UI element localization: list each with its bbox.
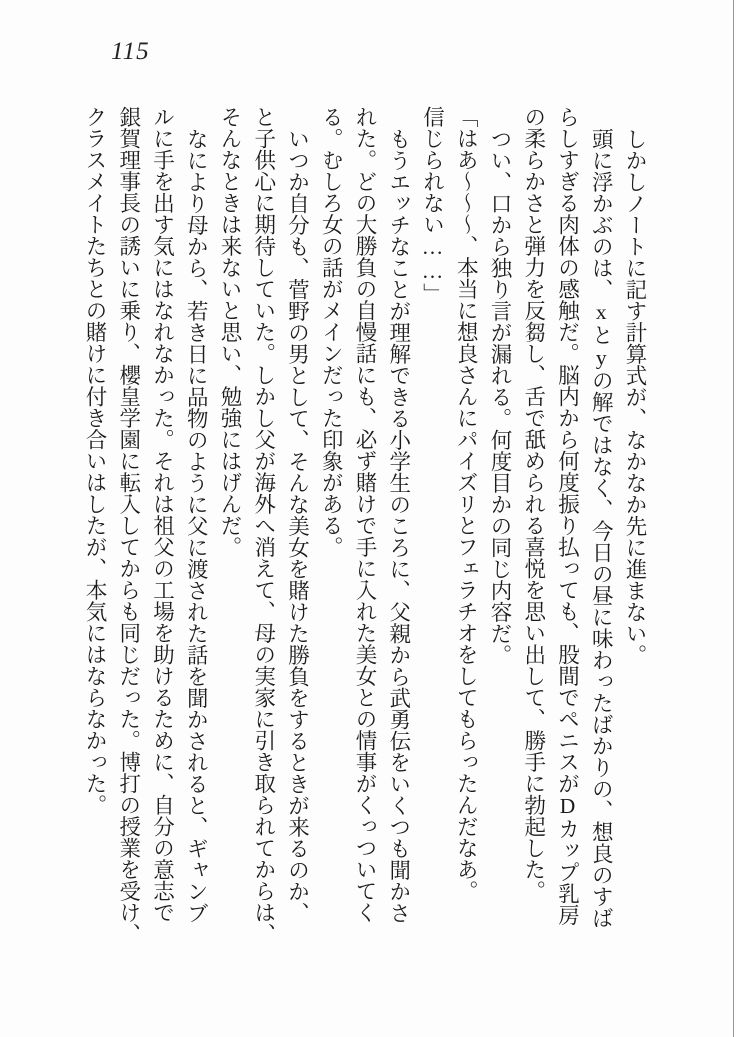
text-line: いつか自分も、菅野の男として、そんな美女を賭けた勝負をするときが来るのか、	[285, 127, 310, 923]
text-line: れた。どの大勝負の自慢話にも、必ず賭けで手に入れた美女との情事がくっついてく	[353, 106, 377, 923]
text-line: なにより母から、若き日に品物のように父に渡された話を聞かされると、ギャンブ	[184, 127, 209, 923]
text-line: 銀賀理事長の誘いに乗り、櫻皇学園に転入してからも同じだった。博打の授業を受け、	[116, 106, 141, 945]
page-edge-line	[733, 0, 734, 1037]
text-line: の柔らかさと弾力を反芻し、舌で舐められる喜悦を思い出して、勝手に勃起した。	[521, 106, 546, 902]
text-line: る。むしろ女の話がメインだった印象がある。	[319, 106, 344, 558]
text-line: そんなときは来ないと思い、勉強にはげんだ。	[218, 106, 242, 558]
text-line: クラスメイトたちとの賭けに付き合いはしたが、本気にはならなかった。	[83, 106, 107, 816]
text-line: つい、口から独り言が漏れる。何度目かの同じ内容だ。	[488, 127, 512, 665]
text-line: 信じられない……」	[420, 106, 445, 305]
text-line: 頭に浮かぶのは、xとyの解ではなく、今日の昼に味わったばかりの、想良のすば	[589, 127, 614, 928]
text-columns	[77, 106, 651, 954]
page-number: 115	[111, 38, 150, 65]
text-line: もうエッチなことが理解できる小学生のころに、父親から武勇伝をいくつも聞かさ	[386, 127, 411, 923]
text-line: らしすぎる肉体の感触だ。脳内から何度振り払っても、股間でペニスがDカップ乳房	[555, 106, 580, 926]
text-line: ルに手を出す気にはなれなかった。それは祖父の工場を助けるために、自分の意志で	[150, 106, 175, 923]
text-line: しかしノートに記す計算式が、なかなか先に進まない。	[623, 127, 647, 665]
text-line: と子供心に期待していた。しかし父が海外へ消えて、母の実家に引き取られてからは、	[251, 106, 276, 945]
text-line: 「はあ〜〜〜、本当に想良さんにパイズリとフェラチオをしてもらったんだなあ。	[454, 106, 479, 902]
